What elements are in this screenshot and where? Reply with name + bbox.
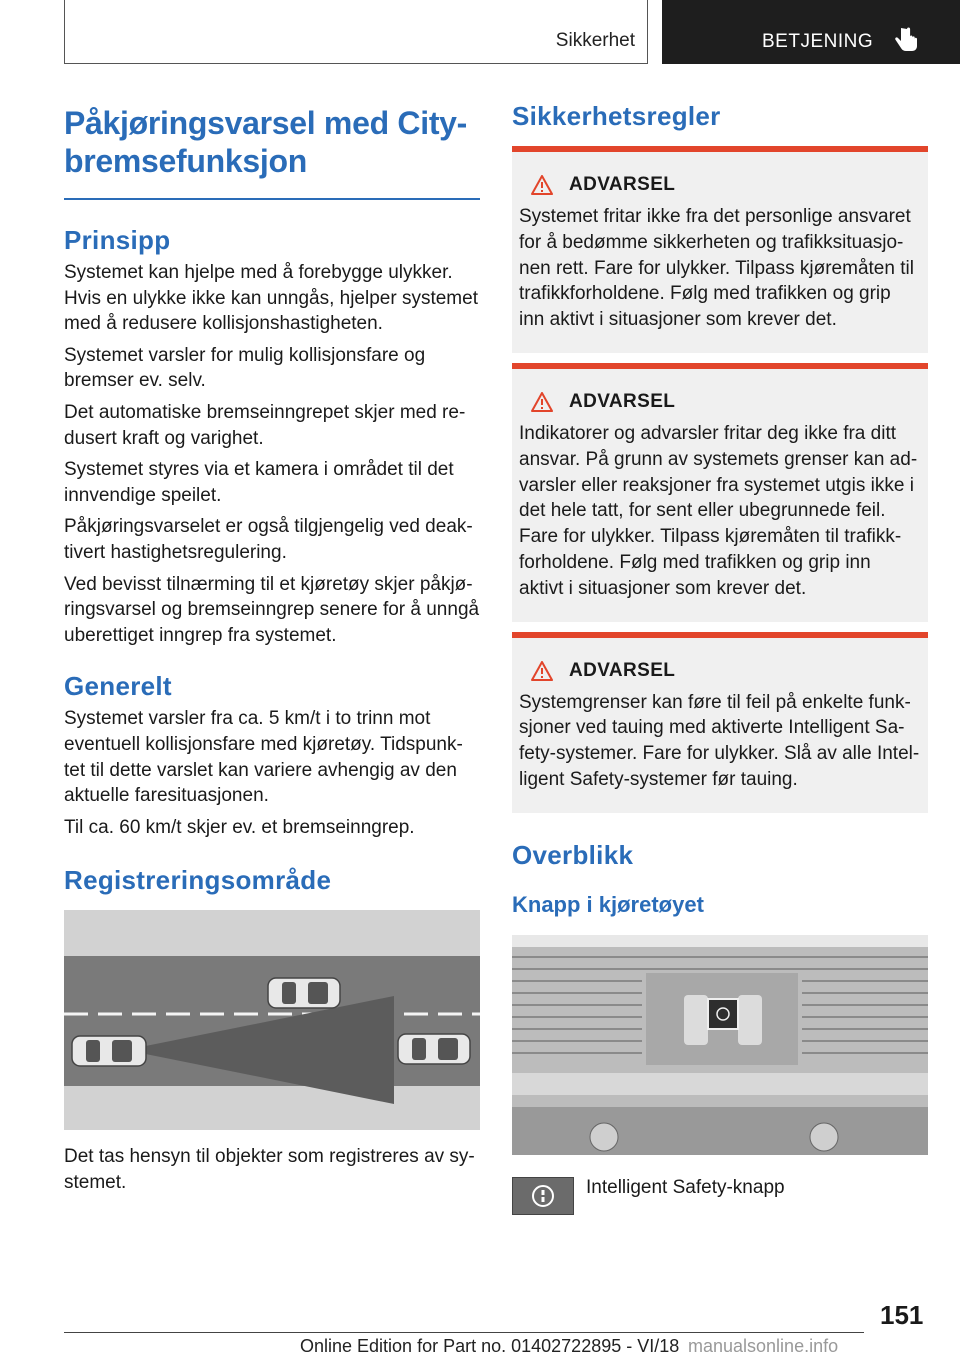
heading-sikkerhetsregler: Sikkerhetsregler <box>512 101 721 131</box>
warning-title-3: ADVARSEL <box>569 659 676 681</box>
header-section-box <box>64 0 648 64</box>
footer-watermark: manualsonline.info <box>688 1336 839 1356</box>
header-chapter-title: BETJENING <box>762 31 874 52</box>
generelt-paragraph-1: Systemet varsler fra ca. 5 km/t i to trinn mot eventuell kollisjonsfare med kjøretøy. Tidspunk‐tet til dette varslet kan variere avhengig av den aktuelle faresituasjonen. <box>64 708 463 807</box>
left-column <box>64 104 480 1195</box>
page-title-line1: Påkjøringsvarsel med City‐ <box>64 105 468 141</box>
warning-title-1: ADVARSEL <box>569 174 676 195</box>
car-ahead-other-lane <box>268 978 340 1008</box>
warning-title-2: ADVARSEL <box>569 390 676 412</box>
heading-knapp-i-kjoretoyet: Knapp i kjøretøyet <box>512 891 704 917</box>
prinsipp-paragraph-1: Systemet kan hjelpe med å forebygge ulykker. Hvis en ulykke ikke kan unngås, hjelper systemet med å redusere kollisjonshastigheten. <box>64 262 478 335</box>
heading-registreringsomrade: Registreringsområde <box>64 865 332 896</box>
detection-area-illustration <box>64 910 480 1130</box>
page-number: 151 <box>880 1300 924 1330</box>
generelt-paragraph-2: Til ca. 60 km/t skjer ev. et bremseinngrep. <box>64 816 415 838</box>
warning-text-1: Systemet fritar ikke fra det personlige ansvaret for å bedømme sikkerheten og trafikksituasjo‐nen rett. Fare for ulykker. Tilpass kjøremåten til trafikkforholdene. Følg med trafikken og grip inn aktivt i situasjoner som krever det. <box>519 206 914 331</box>
road-scene-svg <box>64 910 480 1130</box>
warning-triangle-icon <box>531 392 553 412</box>
prinsipp-paragraph-6: Ved bevisst tilnærming til et kjøretøy skjer påkjø‐ringsvarsel og bremseinngrep senere for å unngå uberettiget inngrep fra systemet. <box>64 573 480 646</box>
right-column <box>512 100 928 1215</box>
warning-box-3 <box>512 632 928 813</box>
prinsipp-paragraph-5: Påkjøringsvarselet er også tilgjengelig ved deak‐tivert hastighetsregulering. <box>64 516 473 563</box>
prinsipp-paragraph-3: Det automatiske bremseinngrepet skjer med re‐dusert kraft og varighet. <box>64 401 466 449</box>
warning-triangle-icon <box>531 661 553 681</box>
car-ego <box>72 1036 146 1066</box>
heading-generelt: Generelt <box>64 671 172 702</box>
heading-overblikk: Overblikk <box>512 839 634 870</box>
header-chapter-box <box>662 0 960 64</box>
dashboard-button-photo <box>512 935 928 1155</box>
page-title <box>64 104 480 180</box>
footer-edition: Online Edition for Part no. 01402722895 - VI/18 <box>300 1336 680 1356</box>
warning-box-2 <box>512 363 928 622</box>
header-section-title: Sikkerhet <box>555 30 635 51</box>
car-ahead-same-lane <box>398 1034 470 1064</box>
intelligent-safety-button-label: Intelligent Safety-knapp <box>586 1176 785 1198</box>
footer-rule <box>64 1332 864 1333</box>
dashboard-svg <box>512 935 928 1155</box>
intelligent-safety-icon <box>530 1183 556 1209</box>
page-title-line2: bremsefunksjon <box>64 143 307 179</box>
warning-box-1 <box>512 146 928 353</box>
intelligent-safety-button-icon <box>512 1177 574 1215</box>
warning-triangle-icon <box>531 175 553 195</box>
heading-prinsipp: Prinsipp <box>64 225 171 255</box>
prinsipp-paragraph-2: Systemet varsler for mulig kollisjonsfare og bremser ev. selv. <box>64 344 426 392</box>
illustration-caption: Det tas hensyn til objekter som registreres av sy‐stemet. <box>64 1146 475 1193</box>
pointing-hand-icon <box>894 26 920 54</box>
warning-text-3: Systemgrenser kan føre til feil på enkelte funk‐sjoner ved tauing med aktiverte Intelligent Sa‐fety-systemer. Fare for ulykker. Slå av alle Intel‐ligent Safety-systemer før tauing. <box>519 691 920 790</box>
warning-text-2: Indikatorer og advarsler fritar deg ikke fra ditt ansvar. På grunn av systemets grenser kan ad‐varsler eller reaksjoner fra systemet utgis ikke i det hele tatt, for sent eller ubegrunnede feil. Fare for ulykker. Tilpass kjøremåten til trafikk‐forholdene. Følg med trafikken og grip inn aktivt i situasjoner som krever det. <box>519 422 918 599</box>
prinsipp-paragraph-4: Systemet styres via et kamera i området til det innvendige speilet. <box>64 459 454 506</box>
